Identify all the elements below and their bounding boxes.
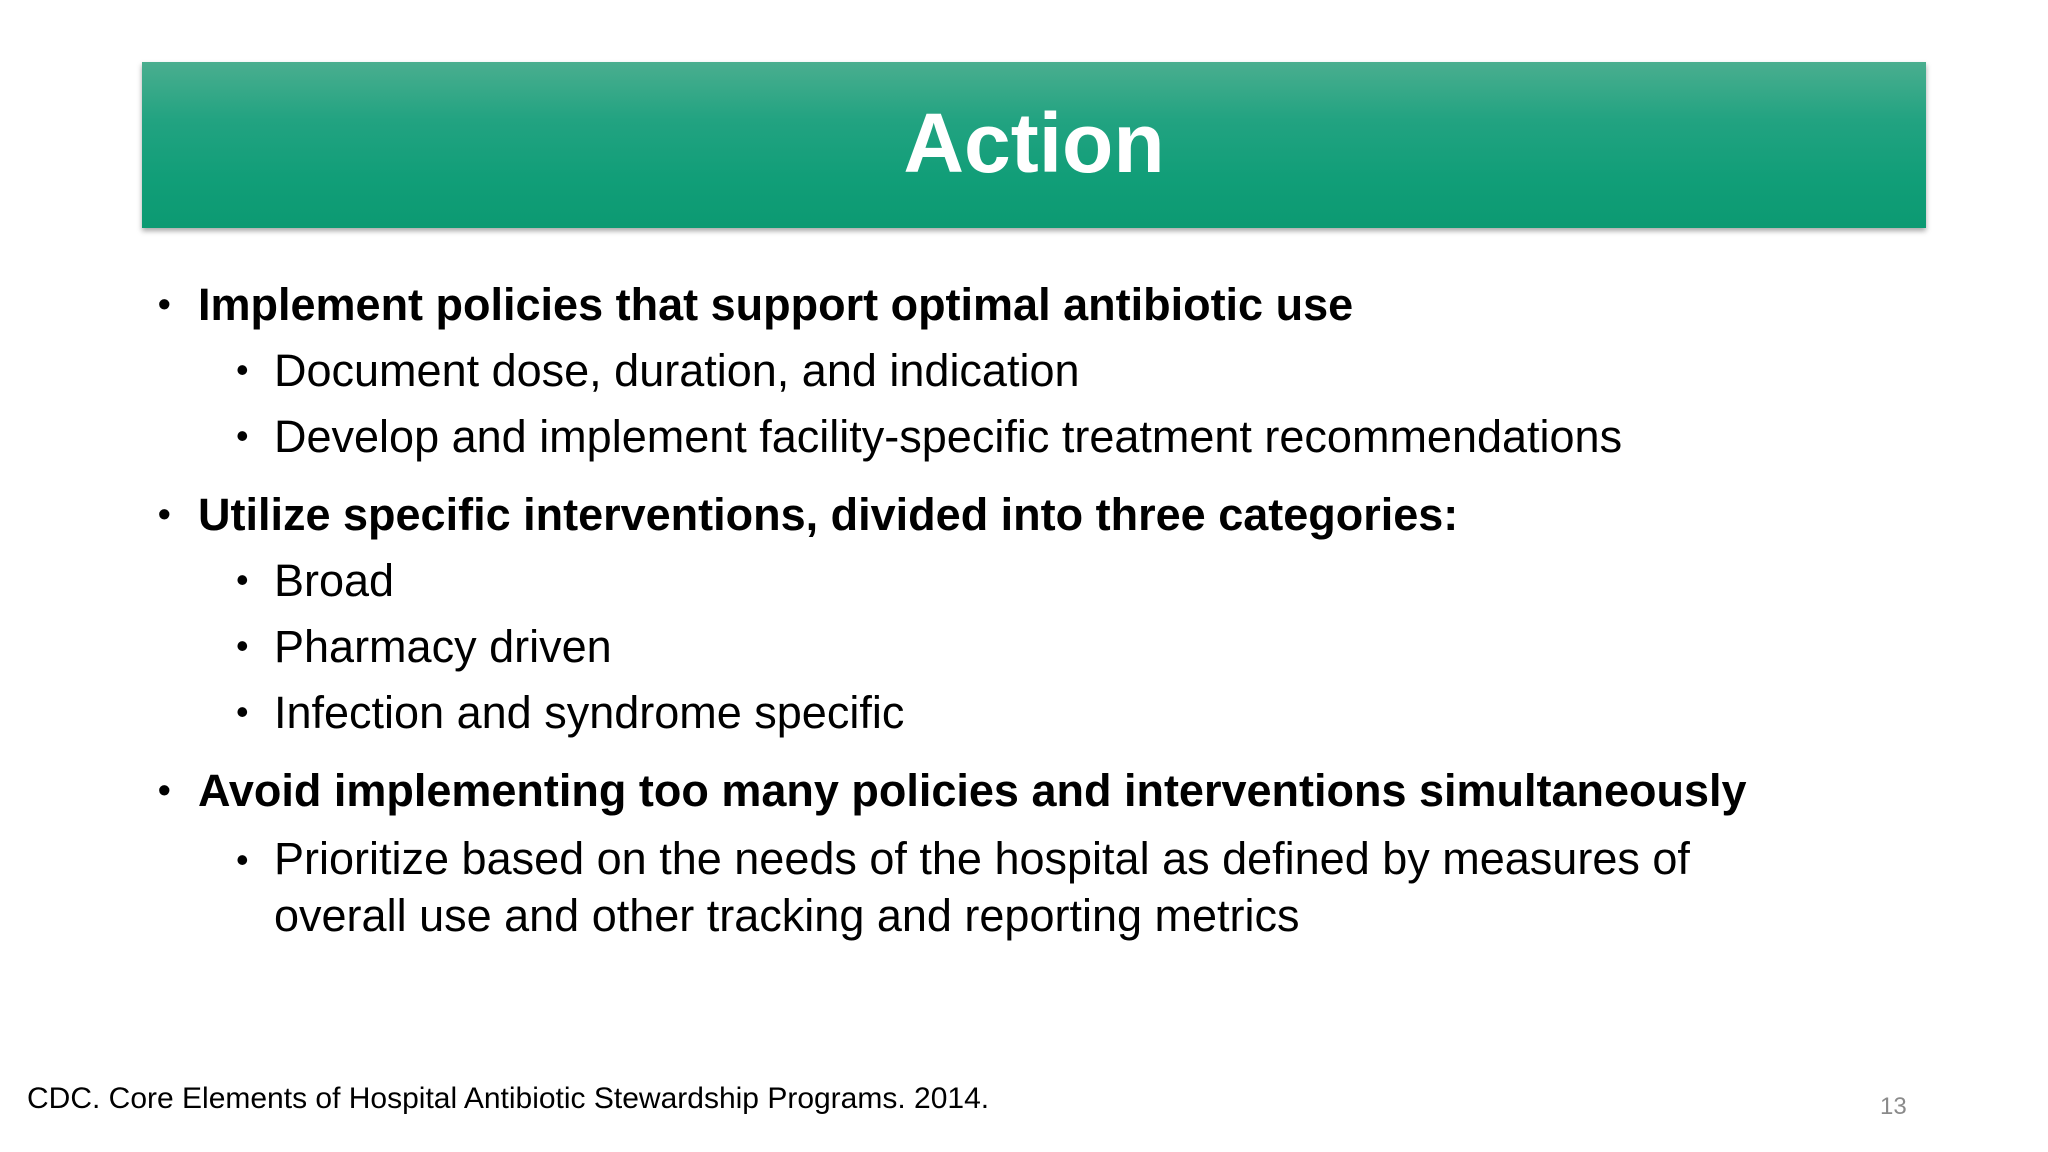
bullet-list bbox=[156, 272, 1796, 944]
sub-bullet-text: Develop and implement facility-specific treatment recommendations bbox=[274, 411, 1623, 462]
bullet-icon: • bbox=[236, 839, 249, 880]
bullet-icon: • bbox=[236, 559, 249, 600]
sub-bullet-text: Document dose, duration, and indication bbox=[274, 345, 1080, 396]
bullet-item bbox=[156, 758, 1796, 824]
sub-bullet-text: Pharmacy driven bbox=[274, 621, 612, 672]
citation: CDC. Core Elements of Hospital Antibiotic Stewardship Programs. 2014. bbox=[27, 1082, 990, 1115]
bullet-icon: • bbox=[236, 691, 249, 732]
bullet-icon: • bbox=[236, 415, 249, 456]
sub-bullet-item bbox=[156, 404, 1796, 470]
bullet-icon: • bbox=[236, 349, 249, 390]
bullet-text: Utilize specific interventions, divided into three categories: bbox=[198, 489, 1459, 540]
bullet-text: Implement policies that support optimal antibiotic use bbox=[198, 279, 1354, 330]
sub-bullet-text: Broad bbox=[274, 555, 395, 606]
sub-bullet-text: Prioritize based on the needs of the hospital as defined by measures of overall use and other tracking and reporting metrics bbox=[274, 833, 1690, 941]
bullet-icon: • bbox=[236, 625, 249, 666]
sub-bullet-item bbox=[156, 338, 1796, 404]
bullet-icon: • bbox=[158, 493, 171, 534]
bullet-item bbox=[156, 272, 1796, 338]
sub-bullet-item bbox=[156, 614, 1796, 680]
bullet-text: Avoid implementing too many policies and interventions simultaneously bbox=[198, 765, 1747, 816]
title-banner bbox=[142, 62, 1926, 228]
page-number: 13 bbox=[1880, 1093, 1907, 1120]
bullet-item bbox=[156, 482, 1796, 548]
sub-bullet-text: Infection and syndrome specific bbox=[274, 687, 905, 738]
sub-bullet-item bbox=[156, 548, 1796, 614]
sub-bullet-item bbox=[156, 824, 1796, 944]
bullet-icon: • bbox=[158, 283, 171, 324]
slide-title: Action bbox=[903, 96, 1165, 190]
sub-bullet-item bbox=[156, 680, 1796, 746]
bullet-icon: • bbox=[158, 769, 171, 810]
